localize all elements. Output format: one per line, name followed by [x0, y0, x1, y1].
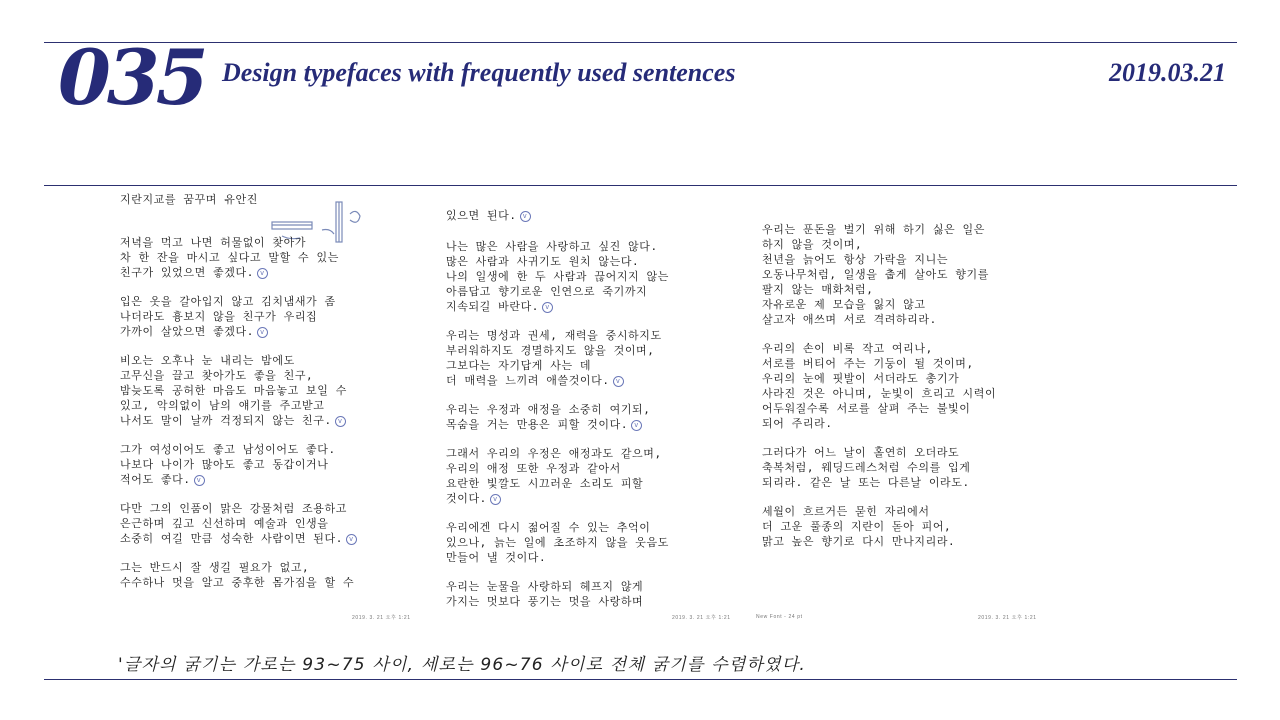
paragraph [120, 294, 430, 339]
text-line: 우리는 눈물을 사랑하되 헤프지 않게 [446, 580, 644, 593]
text-line: 입은 옷을 갈아입지 않고 김치냄새가 좀 [120, 295, 336, 308]
sheet-footer: 2019. 3. 21 오후 1:21 [352, 615, 411, 621]
text-line: 그래서 우리의 우정은 애정과도 같으며, [446, 447, 662, 460]
handwritten-note: '글자의 굵기는 가로는 93~75 사이, 세로는 96~76 사이로 전체 굵기를 수렴하였다. [118, 655, 806, 675]
page-title: Design typefaces with frequently used sentences [222, 58, 736, 87]
text-line: 것이다. v [446, 491, 756, 506]
text-line: 요란한 빛깔도 시끄러운 소리도 피할 [446, 477, 644, 490]
text-line: 지속되길 바란다. v [446, 299, 756, 314]
paragraph [120, 442, 430, 487]
text-line: 나서도 말이 날까 걱정되지 않는 친구. v [120, 413, 430, 428]
check-mark-icon: v [631, 420, 642, 431]
paragraph [446, 239, 756, 314]
paragraph [120, 353, 430, 428]
poem-column-1 [120, 188, 430, 620]
text-line: 가까이 살았으면 좋겠다. v [120, 324, 430, 339]
text-line: 서로를 버티어 주는 기둥이 될 것이며, [762, 357, 974, 370]
text-line: 더 고운 풀종의 지란이 돋아 피어, [762, 520, 952, 533]
poem-column-2 [446, 188, 756, 620]
handwriting-sheet [112, 188, 1174, 620]
header-rule [44, 185, 1237, 186]
page-date: 2019.03.21 [1109, 58, 1226, 87]
paragraph [120, 235, 430, 280]
text-line: 수수하나 멋을 알고 중후한 몸가짐을 할 수 [120, 576, 355, 589]
check-mark-icon: v [613, 376, 624, 387]
text-line: 목숨을 거는 만용은 피할 것이다. v [446, 417, 756, 432]
check-mark-icon: v [490, 494, 501, 505]
text-line: 있으면 된다. v [446, 208, 756, 223]
text-line: 우리의 손이 비록 작고 여리나, [762, 342, 933, 355]
check-mark-icon: v [257, 268, 268, 279]
paragraph [446, 402, 756, 432]
entry-number: 035 [58, 33, 205, 122]
bottom-rule [44, 679, 1237, 680]
sheet-footer: 2019. 3. 21 오후 1:21 [978, 615, 1037, 621]
text-line: 그러다가 어느 날이 홀연히 오더라도 [762, 446, 960, 459]
paragraph [446, 520, 756, 565]
paragraph [446, 328, 756, 388]
text-line: 비오는 오후나 눈 내리는 밤에도 [120, 354, 295, 367]
text-line: 만들어 낼 것이다. [446, 551, 547, 564]
paragraph [120, 560, 430, 590]
poem-heading: 지란지교를 꿈꾸며 유안진 [120, 193, 258, 206]
text-line: 나는 많은 사람을 사랑하고 싶진 않다. [446, 240, 658, 253]
text-line: 살고자 애쓰며 서로 격려하리라. [762, 313, 937, 326]
text-line: 어두워질수록 서로를 살펴 주는 불빛이 [762, 402, 971, 415]
text-line: 가지는 멋보다 풍기는 멋을 사랑하며 [446, 595, 644, 608]
text-line: 하지 않을 것이며, [762, 238, 863, 251]
check-mark-icon: v [520, 211, 531, 222]
text-line: 팔지 않는 매화처럼, [762, 283, 874, 296]
text-line: 적어도 좋다. v [120, 472, 430, 487]
text-line: 사라진 것은 아니며, 눈빛이 흐리고 시력이 [762, 387, 997, 400]
paragraph [446, 208, 756, 223]
text-line: 더 매력을 느끼려 애쓸것이다. v [446, 373, 756, 388]
paragraph [762, 341, 1092, 431]
text-line: 친구가 있었으면 좋겠다. v [120, 265, 430, 280]
text-line: 축복처럼, 웨딩드레스처럼 수의를 입게 [762, 461, 971, 474]
paragraph [120, 501, 430, 546]
paragraph [762, 445, 1092, 490]
paragraph [762, 222, 1092, 327]
text-line: 그는 반드시 잘 생길 필요가 없고, [120, 561, 310, 574]
text-line: 되리라. 같은 날 또는 다른날 이라도. [762, 476, 970, 489]
paragraph [446, 579, 756, 609]
text-line: 있으나, 늙는 일에 초조하지 않을 웃음도 [446, 536, 669, 549]
text-line: 오동나무처럼, 일생을 춥게 살아도 향기를 [762, 268, 989, 281]
check-mark-icon: v [257, 327, 268, 338]
text-line: 세월이 흐르거든 묻힌 자리에서 [762, 505, 930, 518]
text-line: 자유로운 제 모습을 잃지 않고 [762, 298, 926, 311]
text-line: 나보다 나이가 많아도 좋고 동갑이거나 [120, 458, 329, 471]
text-line: 아름답고 향기로운 인연으로 죽기까지 [446, 285, 648, 298]
text-line: 밤늦도록 공허한 마음도 마음놓고 보일 수 [120, 384, 347, 397]
sheet-footer: 2019. 3. 21 오후 1:21 [672, 615, 731, 621]
text-line: 우리의 애정 또한 우정과 같아서 [446, 462, 621, 475]
poem-column-3 [756, 188, 1092, 621]
text-line: 우리에겐 다시 젊어질 수 있는 추억이 [446, 521, 651, 534]
text-line: 나더라도 흉보지 않을 친구가 우리집 [120, 310, 318, 323]
text-line: 소중히 여길 만큼 성숙한 사람이면 된다. v [120, 531, 430, 546]
check-mark-icon: v [335, 416, 346, 427]
text-line: 있고, 악의없이 남의 얘기를 주고받고 [120, 399, 325, 412]
text-line: 우리는 명성과 권세, 재력을 중시하지도 [446, 329, 662, 342]
paragraph [762, 504, 1092, 549]
top-rule [44, 42, 1237, 43]
text-line: 은근하며 깊고 신선하며 예술과 인생을 [120, 517, 329, 530]
text-line: 많은 사람과 사귀기도 원치 않는다. [446, 255, 640, 268]
check-mark-icon: v [194, 475, 205, 486]
text-line: 저녁을 먹고 나면 허물없이 찾아가 [120, 236, 307, 249]
text-line: 그보다는 자기답게 사는 데 [446, 359, 592, 372]
text-line: 우리의 눈에 핏발이 서더라도 총기가 [762, 372, 960, 385]
text-line: 우리는 우정과 애정을 소중히 여기되, [446, 403, 651, 416]
text-line: 맑고 높은 향기로 다시 만나지리라. [762, 535, 956, 548]
text-line: 그가 여성이어도 좋고 남성이어도 좋다. [120, 443, 336, 456]
check-mark-icon: v [346, 534, 357, 545]
text-line: 우리는 푼돈을 벌기 위해 하기 싫은 일은 [762, 223, 985, 236]
font-size-label: New Font - 24 pt [756, 614, 803, 620]
text-line: 부러워하지도 경멸하지도 않을 것이며, [446, 344, 655, 357]
text-line: 차 한 잔을 마시고 싶다고 말할 수 있는 [120, 251, 339, 264]
text-line: 나의 일생에 한 두 사람과 끊어지지 않는 [446, 270, 669, 283]
text-line: 고무신을 끌고 찾아가도 좋을 친구, [120, 369, 314, 382]
text-line: 다만 그의 인품이 맑은 강물처럼 조용하고 [120, 502, 347, 515]
paragraph [446, 446, 756, 506]
check-mark-icon: v [542, 302, 553, 313]
text-line: 천년을 늙어도 항상 가락을 지니는 [762, 253, 949, 266]
text-line: 되어 주리라. [762, 417, 833, 430]
